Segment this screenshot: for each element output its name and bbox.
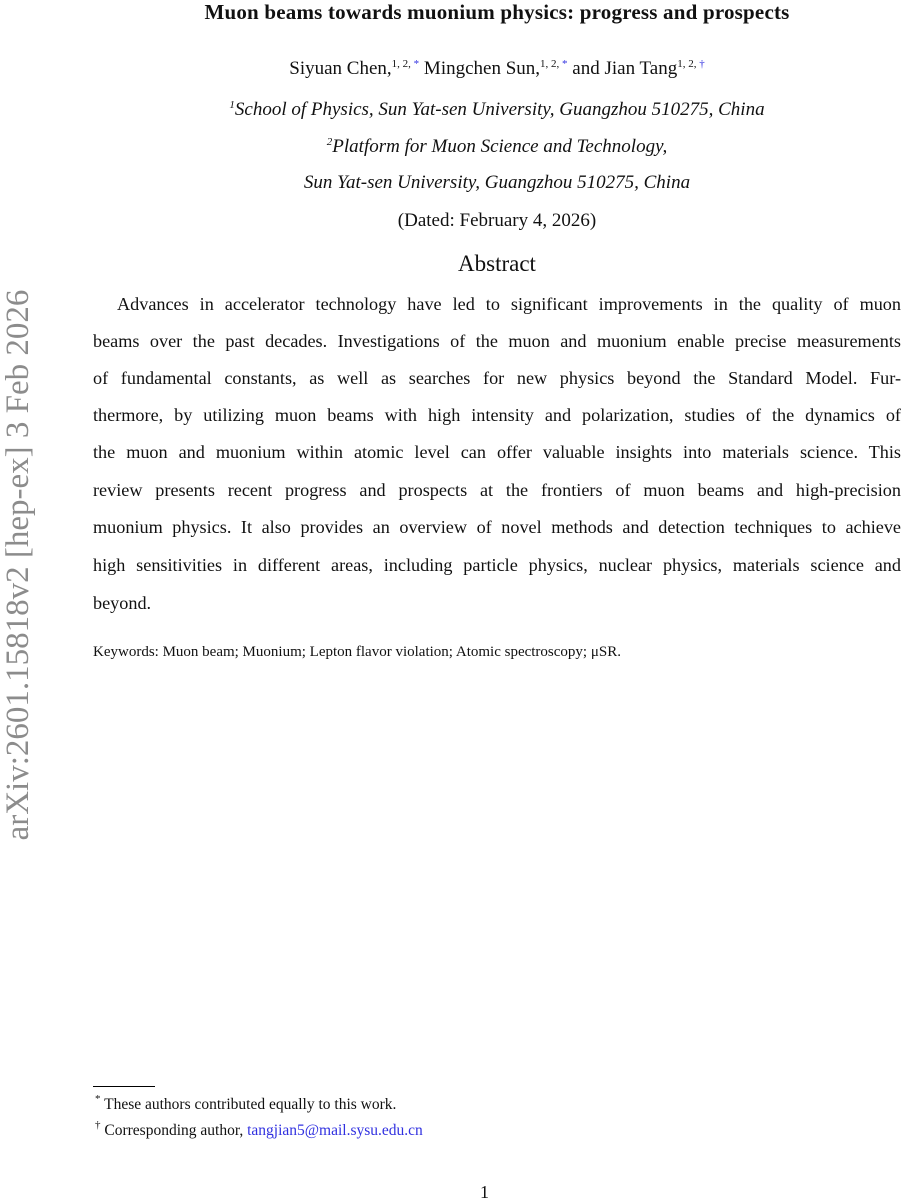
author-name: and Jian Tang bbox=[572, 58, 678, 79]
author-affil: 1, 2, bbox=[677, 58, 700, 70]
affil-number: 1 bbox=[229, 99, 235, 111]
abstract-line: of fundamental constants, as well as searches for new physics beyond the Standard Model. Fur- bbox=[93, 368, 901, 388]
abstract-line: beyond. bbox=[93, 593, 152, 613]
footnote-1 bbox=[95, 1093, 397, 1114]
abstract-line: review presents recent progress and prospects at the frontiers of muon beams and high-precision bbox=[93, 480, 901, 500]
abstract-line: beams over the past decades. Investigations of the muon and muonium enable precise measurements bbox=[93, 331, 901, 351]
paper-title: Muon beams towards muonium physics: progress and prospects bbox=[204, 0, 790, 24]
affil-text: Platform for Muon Science and Technology, bbox=[332, 136, 668, 157]
affiliation-2 bbox=[93, 136, 901, 158]
abstract-line: Advances in accelerator technology have led to significant improvements in the quality of muon bbox=[117, 294, 901, 314]
abstract-line: thermore, by utilizing muon beams with high intensity and polarization, studies of the dynamics of bbox=[93, 405, 901, 425]
author-name: Siyuan Chen, bbox=[289, 58, 392, 79]
abstract-heading: Abstract bbox=[458, 251, 536, 276]
abstract-line: muonium physics. It also provides an overview of novel methods and detection techniques to achieve bbox=[93, 517, 901, 537]
footnote-mark: * bbox=[95, 1093, 101, 1105]
author-name: Mingchen Sun, bbox=[423, 58, 541, 79]
footnote-link[interactable]: * bbox=[413, 58, 420, 70]
abstract-line: high sensitivities in different areas, including particle physics, nuclear physics, materials science and bbox=[93, 555, 901, 575]
affiliation-2-cont: Sun Yat-sen University, Guangzhou 510275, China bbox=[303, 172, 691, 193]
footnote-text: These authors contributed equally to this work. bbox=[104, 1096, 397, 1113]
footnote-rule bbox=[93, 1086, 155, 1087]
footnote-link[interactable]: † bbox=[699, 58, 705, 70]
keywords: Keywords: Muon beam; Muonium; Lepton flavor violation; Atomic spectroscopy; μSR. bbox=[93, 644, 621, 660]
author-affil: 1, 2, bbox=[540, 58, 563, 70]
arxiv-sidebar-stamp: arXiv:2601.15818v2 [hep-ex] 3 Feb 2026 bbox=[0, 289, 36, 841]
footnote-text: Corresponding author, bbox=[104, 1122, 248, 1139]
dated-line: (Dated: February 4, 2026) bbox=[397, 210, 597, 231]
page-number: 1 bbox=[480, 1182, 489, 1202]
affil-text: School of Physics, Sun Yat-sen University, Guangzhou 510275, China bbox=[234, 99, 765, 120]
affiliation-1 bbox=[93, 99, 901, 121]
affil-number: 2 bbox=[326, 136, 333, 148]
footnote-2 bbox=[95, 1119, 423, 1140]
email-link[interactable]: tangjian5@mail.sysu.edu.cn bbox=[247, 1122, 423, 1139]
author-list bbox=[93, 58, 901, 80]
footnote-link[interactable]: * bbox=[562, 58, 568, 70]
footnote-mark: † bbox=[95, 1119, 101, 1131]
abstract-line: the muon and muonium within atomic level can offer valuable insights into materials science. This bbox=[93, 442, 901, 462]
author-affil: 1, 2, bbox=[391, 58, 414, 70]
